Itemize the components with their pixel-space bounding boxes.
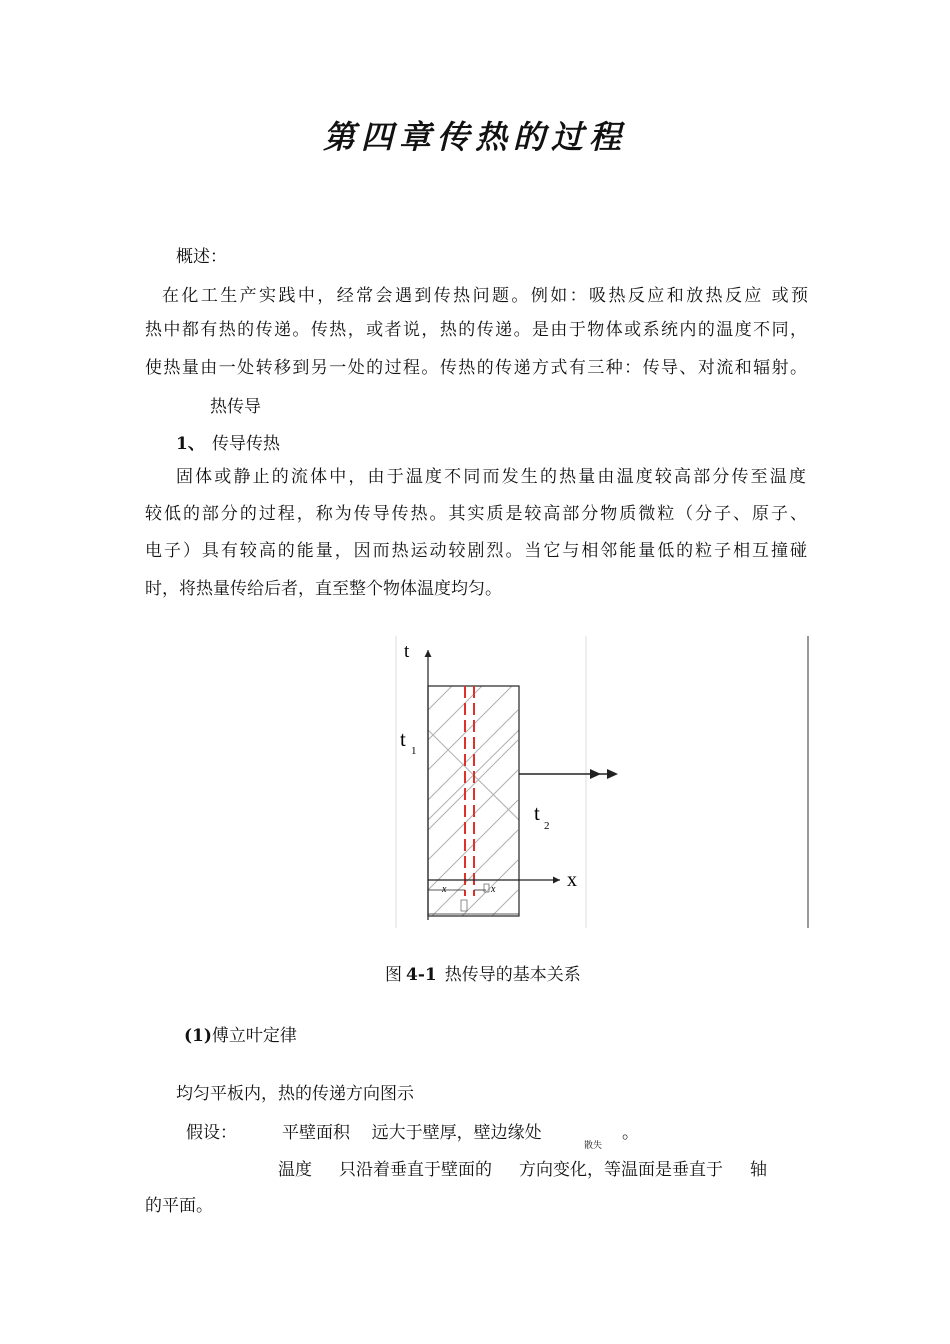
conduction-line-1: 固体或静止的流体中，由于温度不同而发生的热量由温度较高部分传至温度	[176, 467, 806, 487]
heat-flow-arrowhead-2	[607, 769, 618, 779]
caption-number: 4-1	[406, 965, 437, 985]
page-title: 第四章传热的过程	[322, 118, 627, 156]
t1-subscript: 1	[411, 745, 417, 757]
assumption-1: 平壁面积 远大于壁厚，壁边缘处	[282, 1123, 542, 1143]
law-intro: 均匀平板内，热的传递方向图示	[176, 1084, 414, 1104]
overview-label: 概述：	[176, 247, 227, 267]
t2-label: t	[534, 801, 540, 825]
assumption-label: 假设：	[186, 1123, 237, 1143]
law-number: (1)	[184, 1026, 212, 1046]
assumption-1-small: 散失	[584, 1141, 603, 1151]
t1-label: t	[400, 727, 406, 751]
dimension-total-symbol	[461, 900, 467, 911]
heat-conduction-figure	[380, 630, 820, 930]
caption-prefix: 图	[385, 965, 402, 985]
conduction-line-2: 较低的部分的过程，称为传导传热。其实质是较高部分物质微粒（分子、原子、	[145, 504, 807, 524]
intro-line-2: 热中都有热的传递。传热，或者说，热的传递。是由于物体或系统内的温度不同，	[145, 320, 807, 340]
dimension-dx-label: x	[491, 884, 496, 895]
t2-subscript: 2	[544, 820, 550, 832]
law-heading	[184, 1019, 297, 1053]
dimension-x-label: x	[442, 884, 447, 895]
section-heading: 热传导	[210, 397, 261, 417]
caption-text: 热传导的基本关系	[444, 965, 581, 985]
heat-flow-arrowhead-1	[590, 769, 601, 779]
assumption-2: 温度 只沿着垂直于壁面的 方向变化，等温面是垂直于 轴	[278, 1160, 768, 1180]
t-axis-label: t	[404, 641, 410, 662]
figure-caption	[385, 958, 581, 992]
x-axis-label: x	[567, 869, 577, 891]
law-title: 傅立叶定律	[211, 1026, 297, 1046]
conduction-line-3: 电子）具有较高的能量，因而热运动较剧烈。当它与相邻能量低的粒子相互撞碰	[145, 541, 807, 561]
assumption-1-end: 。	[622, 1123, 639, 1143]
intro-line-1: 在化工生产实践中，经常会遇到传热问题。例如：吸热反应和放热反应 或预	[162, 286, 808, 306]
conduction-line-4: 时，将热量传给后者，直至整个物体温度均匀。	[145, 579, 502, 599]
intro-line-3: 使热量由一处转移到另一处的过程。传热的传递方式有三种：传导、对流和辐射。	[145, 358, 807, 378]
subsection-title: 传导传热	[212, 434, 280, 454]
assumption-2-cont: 的平面。	[145, 1196, 213, 1216]
subsection-number: 1、	[176, 434, 205, 454]
